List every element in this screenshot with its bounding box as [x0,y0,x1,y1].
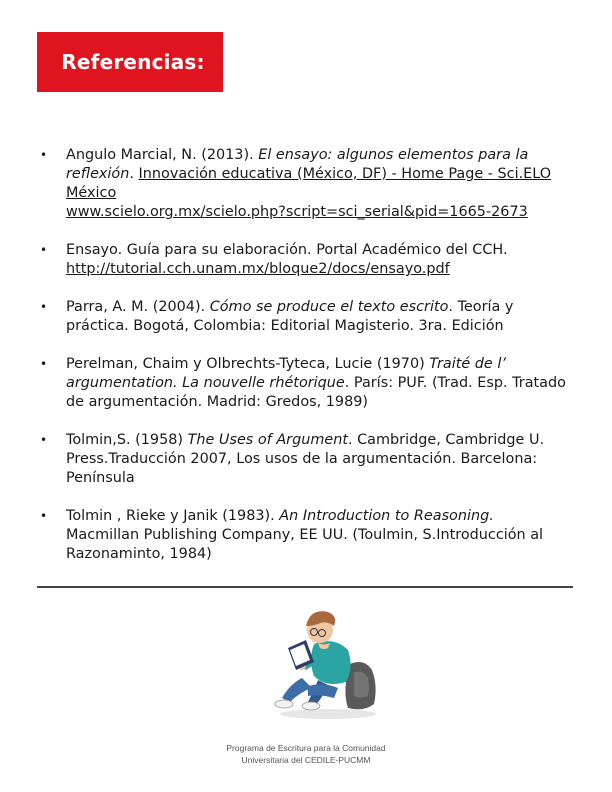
reference-text: . Cambridge, Cambridge U. Press.Traducción 2007, Los usos de la argumentación. Barcelona: Península [66,432,545,486]
reference-text: Parra, A. M. (2004). [66,299,210,315]
reference-text: Ensayo. Guía para su elaboración. Portal Académico del CCH. [66,242,508,258]
reference-title: An Introduction to Reasoning. [279,508,494,524]
title-banner [37,32,223,92]
reference-item [37,241,567,279]
bullet-icon: • [40,243,48,257]
reference-text: Tolmin , Rieke y Janik (1983). [66,508,280,524]
reference-url[interactable]: www.scielo.org.mx/scielo.php?script=sci_serial&pid=1665-2673 [66,204,528,220]
reference-url[interactable]: http://tutorial.cch.unam.mx/bloque2/docs/ensayo.pdf [66,261,450,277]
footer [0,742,612,766]
bullet-icon: • [40,148,48,162]
reference-title: El ensayo: algunos elementos para la reflexión [66,147,529,182]
footer-line-1: Programa de Escritura para la Comunidad [226,743,386,753]
reference-text: . [129,166,139,182]
reference-item [37,507,567,564]
reference-item [37,146,567,222]
page-title: Referencias: [61,50,205,74]
references-list [37,146,567,583]
reference-text: . París: PUF. (Trad. Esp. Tratado de argumentación. Madrid: Gredos, 1989) [66,375,566,410]
bullet-icon: • [40,433,48,447]
divider-line [37,586,573,588]
bullet-icon: • [40,357,48,371]
bullet-icon: • [40,300,48,314]
reference-text: Tolmin,S. (1958) [66,432,188,448]
footer-line-2: Universitaria del CEDILE-PUCMM [241,755,371,765]
reference-title: Traité de l’ argumentation. La nouvelle rhétorique [66,356,506,391]
reference-text: Macmillan Publishing Company, EE UU. (Toulmin, S.Introducción al Razonaminto, 1984) [66,527,544,562]
reference-item [37,355,567,412]
reference-text: Angulo Marcial, N. (2013). [66,147,259,163]
student-reading-illustration [262,594,392,724]
reference-title: Cómo se produce el texto escrito [209,299,449,315]
reference-item [37,431,567,488]
reference-item [37,298,567,336]
reference-text: . Teoría y práctica. Bogotá, Colombia: Editorial Magisterio. 3ra. Edición [66,299,514,334]
reference-link[interactable]: Innovación educativa (México, DF) - Home Page - Sci.ELO México [66,166,552,201]
reference-text: Perelman, Chaim y Olbrechts-Tyteca, Lucie (1970) [66,356,430,372]
bullet-icon: • [40,509,48,523]
reference-title: The Uses of Argument [187,432,348,448]
